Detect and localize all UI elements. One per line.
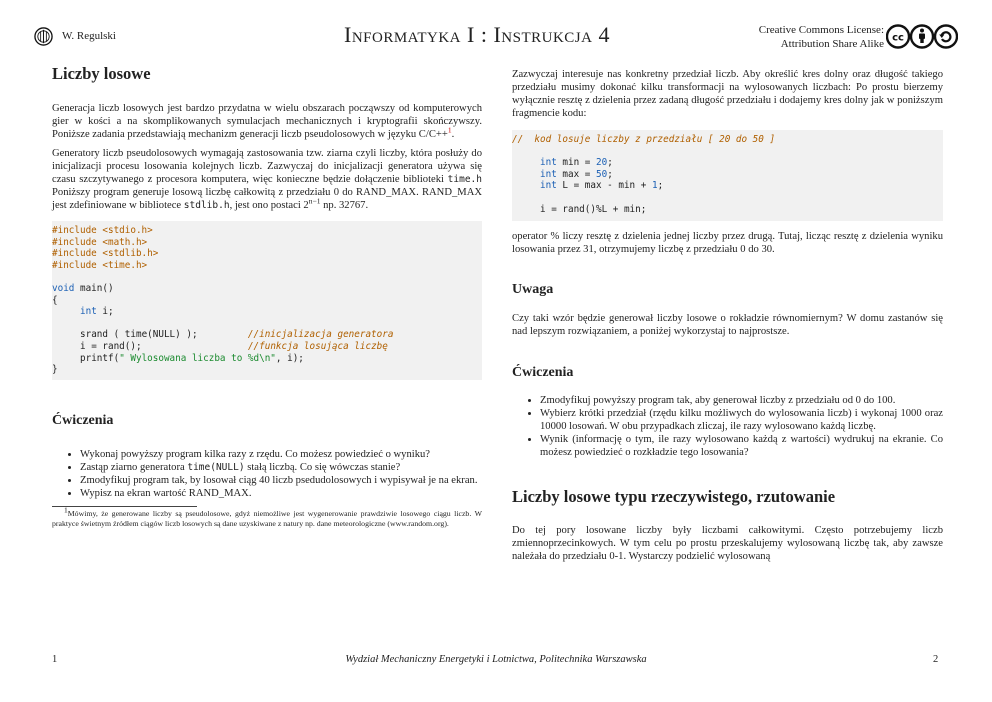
code-block-main bbox=[52, 221, 482, 380]
code-comment-srand: //inicjalizacja generatora bbox=[247, 329, 394, 341]
cc-icon bbox=[887, 26, 909, 48]
code-brace-close: } bbox=[52, 364, 58, 376]
note-heading: Uwaga bbox=[512, 282, 554, 298]
code-srand: srand ( time(NULL) ); bbox=[80, 329, 198, 341]
list-item: • Wynik (informację o tym, ile razy wylosowano każdą z wartości) wydrukuj na ekranie. Co możesz powiedzieć o rozkładzie tego losowania? bbox=[540, 433, 943, 459]
code-max-end: ; bbox=[607, 168, 613, 180]
footnote-marker[interactable]: 1 bbox=[447, 125, 452, 135]
ex2-text-a: Zastąp ziarno generatora bbox=[80, 461, 188, 473]
intro-paragraph bbox=[52, 102, 482, 141]
footnote-divider bbox=[52, 506, 197, 507]
code-int-var: i; bbox=[96, 306, 114, 318]
exercise-list-left bbox=[52, 448, 482, 500]
footnote-number: 1 bbox=[64, 505, 68, 515]
code-printf-open: printf( bbox=[80, 352, 120, 364]
share-alike-icon bbox=[935, 26, 957, 48]
code-l-end: ; bbox=[657, 180, 664, 192]
code-include-math: #include <math.h> bbox=[52, 236, 148, 248]
code-printf-string: " Wylosowana liczba to %d\n" bbox=[119, 352, 276, 364]
code-int-keyword: int bbox=[80, 306, 97, 318]
svg-text:cc: cc bbox=[892, 32, 904, 44]
license-text bbox=[728, 23, 884, 51]
attribution-icon bbox=[911, 26, 933, 48]
cc-license-badges bbox=[886, 23, 958, 50]
code-max-decl: max = bbox=[556, 168, 596, 180]
list-item: • Zmodyfikuj powyższy program tak, aby generował liczby z przedziału od 0 do 100. bbox=[540, 394, 943, 407]
interval-paragraph: Zazwyczaj interesuje nas konkretny przedział liczb. Aby określić kres dolny oraz długość takiego przedziału musimy dokonać kilku transformacji na wylosowanych liczbach: Po prostu bierzemy wyłącznie resztę z dzielenia przez zadaną długość przedziału i dodajemy kres dolny jak w poniższym fragmencie kodu: bbox=[512, 69, 943, 119]
ex2-text-b: stałą liczbą. Co się wówczas stanie? bbox=[244, 461, 401, 473]
code-min-decl: min = bbox=[556, 157, 596, 169]
document-title: Informatyka I : Instrukcja 4 bbox=[344, 22, 610, 47]
seed-lib-stdlib: stdlib.h bbox=[183, 200, 230, 211]
author-name: W. Regulski bbox=[62, 30, 116, 42]
footnote bbox=[52, 505, 482, 529]
real-random-paragraph: Do tej pory losowane liczby były liczbami całkowitymi. Często potrzebujemy liczb zmiennoprzecinkowych. W tym celu po prostu przeskalujemy wylosowaną liczbę tak, aby zawsze należała do przedziału 0-1. Wystarczy podzielić wylosowaną bbox=[512, 525, 943, 563]
code-l-value: 1 bbox=[651, 180, 658, 192]
code-min-end: ; bbox=[607, 157, 613, 169]
code-include-stdio: #include <stdio.h> bbox=[52, 225, 153, 236]
seed-text-a: Generatory liczb pseudolosowych wymagają zastosowania tzw. ziarna czyli liczby, która posłuży do inicjalizacji procesu losowania kolejnych liczb. Zazwyczaj do inicjalizacji generatora używa się czasu szczytywanego z procesora komputera, więc konieczne będzie dołączenie biblioteki bbox=[52, 148, 482, 185]
code-block-interval bbox=[512, 130, 943, 221]
seed-text-c: , jest ono postaci 2 bbox=[229, 200, 309, 211]
footer-institution: Wydział Mechaniczny Energetyki i Lotnictwa, Politechnika Warszawska bbox=[345, 654, 647, 665]
code-int-keyword: int bbox=[540, 168, 557, 180]
list-item: • Wykonaj powyższy program kilka razy z rzędu. Co możesz powiedzieć o wyniku? bbox=[80, 448, 482, 461]
exercises-heading-right: Ćwiczenia bbox=[512, 365, 574, 381]
page-number-right: 2 bbox=[933, 654, 939, 665]
list-item: • Wybierz krótki przedział (rzędu kilku możliwych do wylosowania liczb) i wykonaj 1000 oraz 10000 losowań. W obu przypadkach zliczaj, ile razy wylosowano każdą liczbę. bbox=[540, 407, 943, 433]
seed-text-d: np. 32767. bbox=[320, 200, 369, 211]
exercise-list-right bbox=[512, 394, 943, 459]
seed-text-b: Poniższy program generuje losową liczbę całkowitą z przedziału 0 do RAND_MAX. RAND_MAX jest zdefiniowane w bibliotece bbox=[52, 187, 482, 211]
right-column bbox=[512, 62, 943, 563]
code-rand-mod: i = rand()%L + min; bbox=[540, 203, 647, 215]
university-logo-icon bbox=[34, 27, 53, 46]
section-heading-real-random: Liczby losowe typu rzeczywistego, rzutowanie bbox=[512, 487, 836, 507]
seed-exponent: n−1 bbox=[308, 196, 321, 206]
code-printf-close: , i); bbox=[275, 352, 304, 364]
code-int-keyword: int bbox=[540, 157, 557, 169]
code-comment-rand: //funkcja losująca liczbę bbox=[247, 340, 388, 352]
code-interval-comment: // kod losuje liczby z przedziału [ 20 do 50 ] bbox=[512, 134, 776, 145]
footnote-text: Mówimy, że generowane liczby są pseudolosowe, gdyż niemożliwe jest wygenerowanie prawdziwie losowego ciągu liczb. W praktyce świetnym źródłem ciągów liczb losowych są dane uzyskiwane z natury np. dane meteorologiczne (www.random.org). bbox=[52, 508, 482, 528]
page-header bbox=[0, 0, 992, 62]
code-max-value: 50 bbox=[595, 168, 608, 180]
seed-paragraph bbox=[52, 147, 482, 212]
modulo-paragraph: operator % liczy resztę z dzielenia jednej liczby przez drugą. Tutaj, licząc resztę z dzielenia wyniku losowania przez 31, otrzymujemy liczbę z przedziału 0 do 30. bbox=[512, 231, 943, 256]
intro-text: Generacja liczb losowych jest bardzo przydatna w wielu obszarach począwszy od komputerowych gier w kości a na skomplikowanych symulacjach mechanicznych i kryptografii skończywszy. Poniższe zadania przedstawiają mechanizm generacji liczb pseudolosowych w języku C/C++ bbox=[52, 103, 482, 140]
code-main-signature: main() bbox=[74, 282, 114, 294]
code-brace-open: { bbox=[52, 294, 58, 306]
list-item: • Wypisz na ekran wartość RAND_MAX. bbox=[80, 487, 482, 500]
section-heading-random-numbers: Liczby losowe bbox=[52, 64, 151, 83]
ex2-code: time(NULL) bbox=[187, 461, 245, 473]
list-item: • Zmodyfikuj program tak, by losował ciąg 40 liczb psedudolosowych i wypisywał je na ekran. bbox=[80, 474, 482, 487]
seed-lib-time: time.h bbox=[447, 174, 482, 185]
code-rand: i = rand(); bbox=[80, 340, 142, 352]
code-include-stdlib: #include <stdlib.h> bbox=[52, 248, 159, 260]
license-line-1: Creative Commons License: bbox=[758, 24, 884, 36]
list-item bbox=[80, 461, 482, 474]
code-min-value: 20 bbox=[595, 157, 608, 169]
code-include-time: #include <time.h> bbox=[52, 259, 148, 271]
left-column bbox=[52, 62, 482, 529]
page-number-left: 1 bbox=[52, 654, 58, 665]
code-int-keyword: int bbox=[540, 180, 557, 192]
exercises-heading-left: Ćwiczenia bbox=[52, 412, 114, 428]
license-line-2: Attribution Share Alike bbox=[780, 38, 884, 50]
code-void-keyword: void bbox=[52, 282, 75, 294]
note-paragraph: Czy taki wzór będzie generował liczby losowe o rokładzie równomiernym? W domu zastanów się nad lepszym rozwiązaniem, a poniżej wykorzystaj to najprostsze. bbox=[512, 313, 943, 338]
intro-end: . bbox=[451, 129, 455, 140]
code-l-decl: L = max - min + bbox=[556, 180, 652, 192]
